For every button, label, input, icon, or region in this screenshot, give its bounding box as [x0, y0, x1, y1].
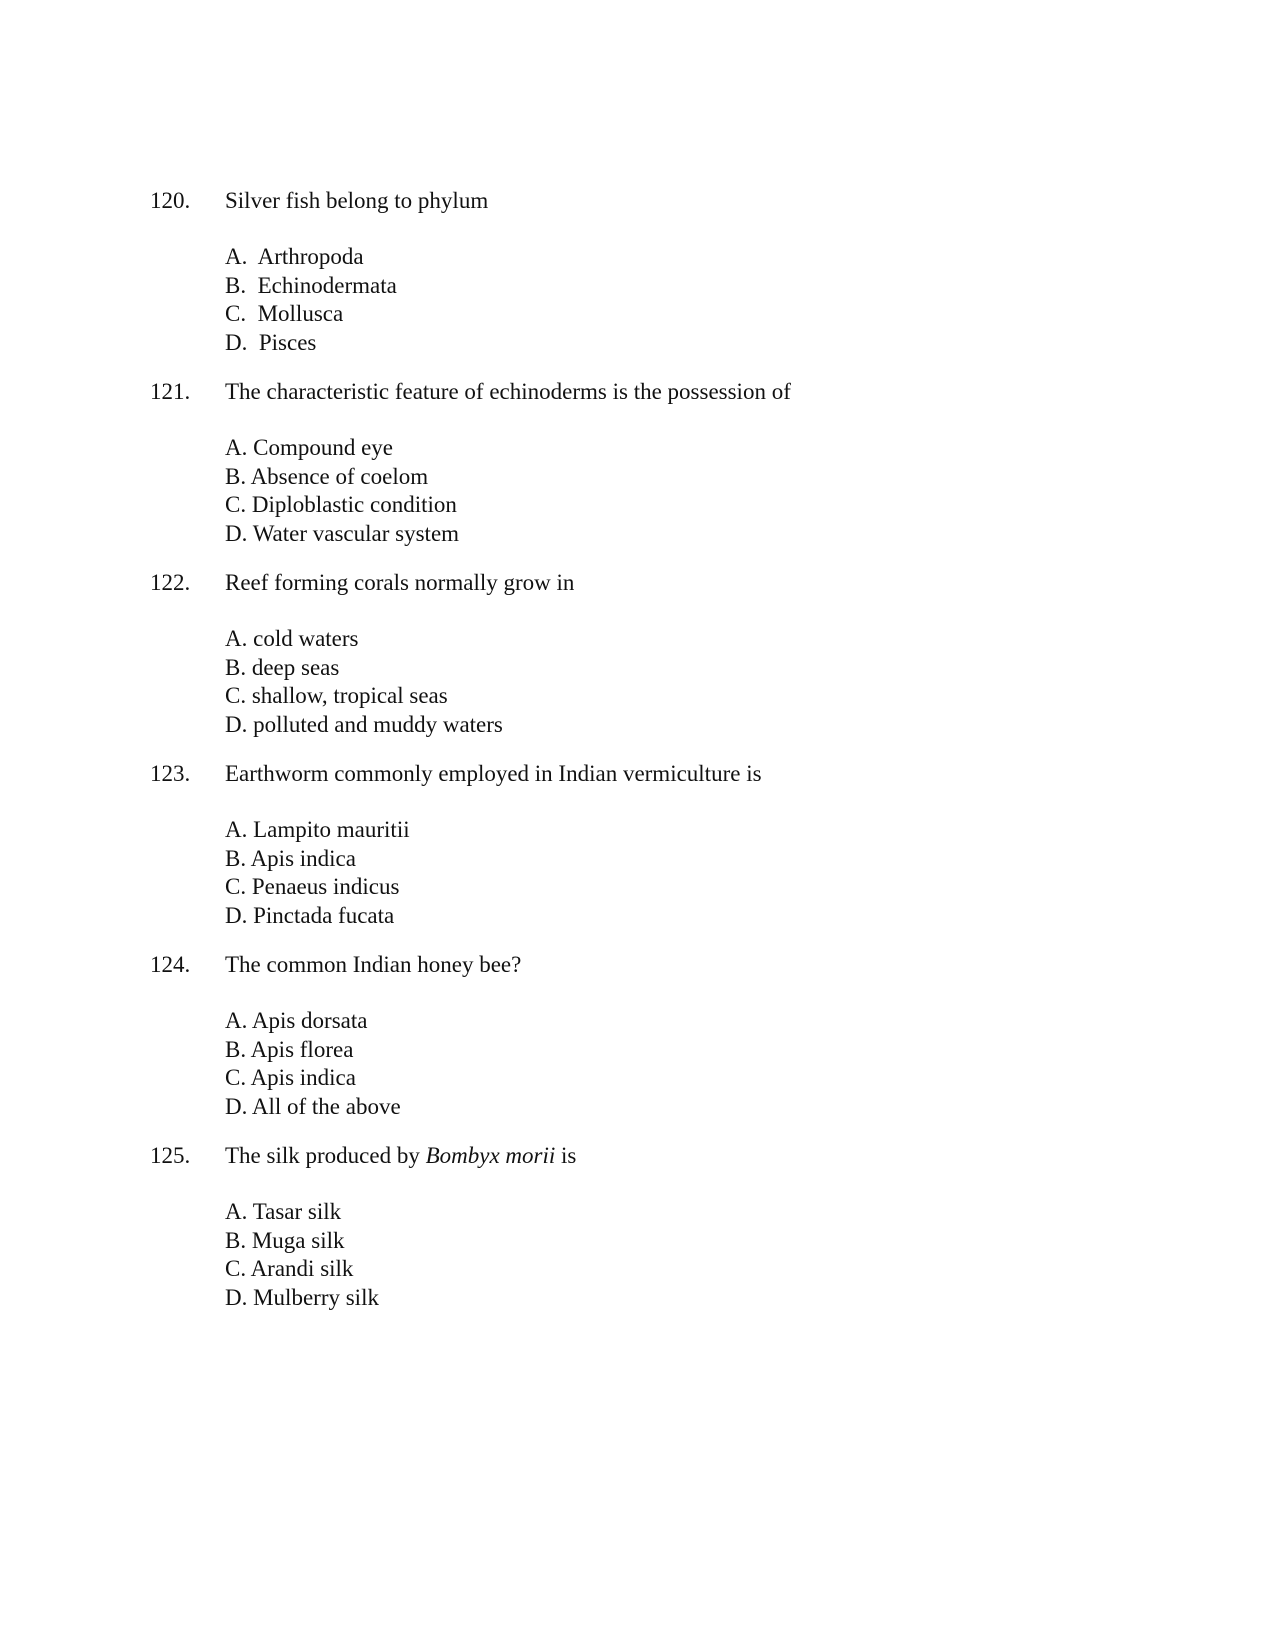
question-text: Reef forming corals normally grow in — [225, 570, 575, 595]
question-125 — [0, 1141, 1275, 1311]
option-d: D. polluted and muddy waters — [225, 712, 503, 738]
option-d: D. All of the above — [225, 1094, 401, 1120]
question-number: 122. — [150, 570, 191, 595]
question-number: 125. — [150, 1143, 191, 1168]
option-b: B. Echinodermata — [225, 272, 397, 298]
question-number: 124. — [150, 952, 191, 977]
option-b: B. Apis florea — [225, 1036, 354, 1062]
option-b: B. Absence of coelom — [225, 463, 429, 489]
option-c: C. Penaeus indicus — [225, 874, 400, 900]
species-name: Bombyx morii — [425, 1143, 556, 1168]
option-a: A. Tasar silk — [225, 1199, 342, 1224]
question-number: 123. — [150, 761, 191, 786]
option-a: A. Compound eye — [225, 435, 394, 460]
answer-options — [225, 434, 459, 549]
option-b: B. deep seas — [225, 654, 340, 680]
option-d: D. Mulberry silk — [225, 1285, 379, 1311]
option-b: B. Apis indica — [225, 845, 356, 871]
option-c: C. Arandi silk — [225, 1256, 354, 1282]
question-number: 120. — [150, 188, 191, 213]
option-a: A. Apis dorsata — [225, 1008, 368, 1033]
option-a: A. cold waters — [225, 626, 359, 651]
question-text-before: The silk produced by — [225, 1143, 426, 1168]
answer-options — [225, 1007, 401, 1122]
option-c: C. Apis indica — [225, 1065, 356, 1091]
option-b: B. Muga silk — [225, 1227, 345, 1253]
answer-options — [225, 243, 397, 358]
question-text-after: is — [555, 1143, 577, 1168]
question-number: 121. — [150, 379, 191, 404]
option-d: D. Pisces — [225, 330, 317, 356]
question-header — [0, 568, 1275, 598]
question-header — [0, 759, 1275, 789]
option-c: C. shallow, tropical seas — [225, 683, 448, 709]
question-header — [0, 186, 1275, 216]
question-text: The common Indian honey bee? — [225, 952, 522, 977]
question-120 — [0, 186, 1275, 356]
question-122 — [0, 568, 1275, 738]
option-d: D. Water vascular system — [225, 521, 460, 547]
answer-options — [225, 625, 503, 740]
question-text: Silver fish belong to phylum — [225, 188, 489, 213]
answer-options — [225, 1198, 379, 1313]
question-header — [0, 377, 1275, 407]
question-124 — [0, 950, 1275, 1120]
option-c: C. Diploblastic condition — [225, 492, 457, 518]
option-a: A. Arthropoda — [225, 244, 364, 269]
question-123 — [0, 759, 1275, 929]
question-text: Earthworm commonly employed in Indian vermiculture is — [225, 761, 762, 786]
question-header — [0, 950, 1275, 980]
question-text — [225, 1141, 576, 1171]
question-text: The characteristic feature of echinoderms is the possession of — [225, 379, 791, 404]
answer-options — [225, 816, 410, 931]
option-d: D. Pinctada fucata — [225, 903, 395, 929]
question-121 — [0, 377, 1275, 547]
option-c: C. Mollusca — [225, 301, 344, 327]
question-header — [0, 1141, 1275, 1171]
option-a: A. Lampito mauritii — [225, 817, 410, 842]
